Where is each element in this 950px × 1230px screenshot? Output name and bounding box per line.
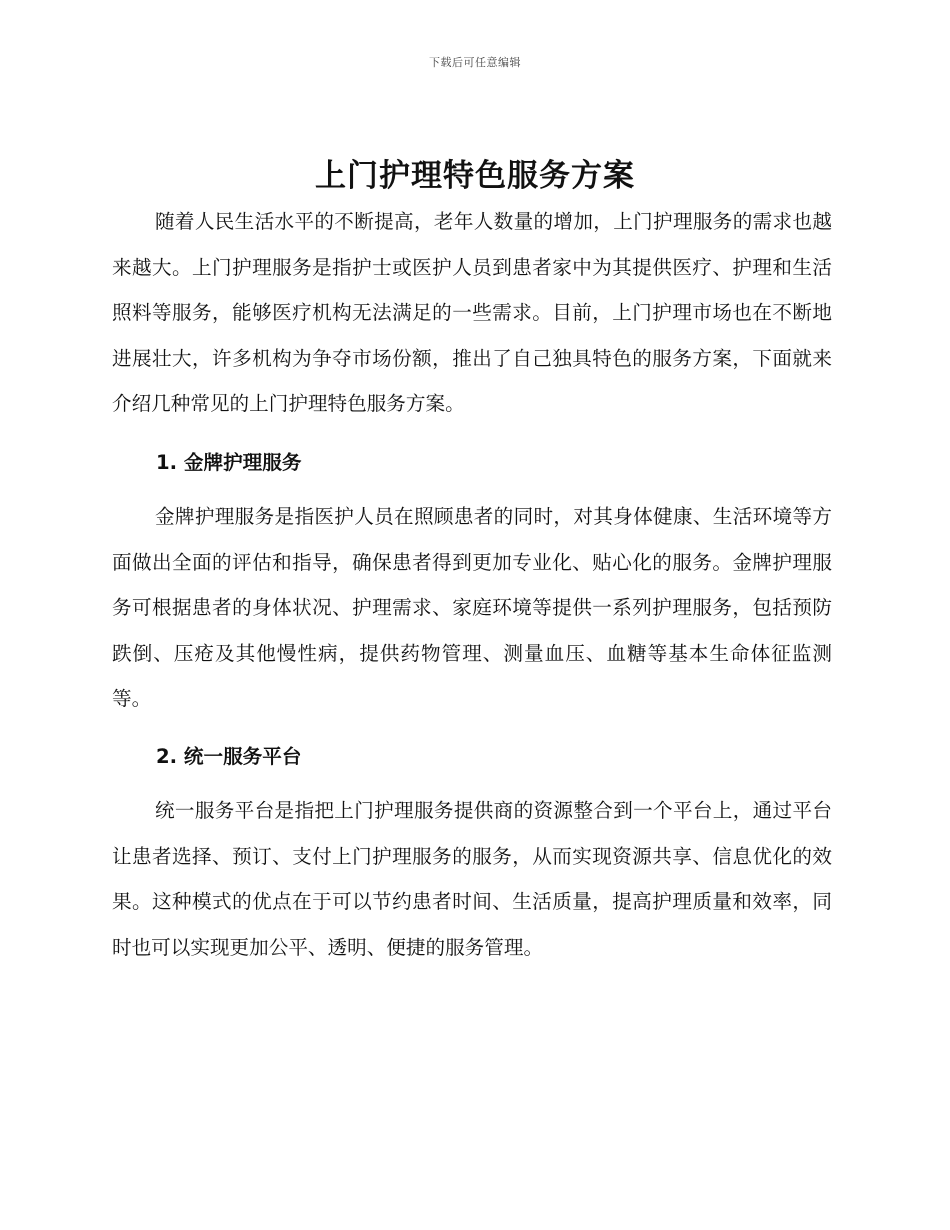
- intro-paragraph: 随着人民生活水平的不断提高，老年人数量的增加，上门护理服务的需求也越来越大。上门护理服务是指护士或医护人员到患者家中为其提供医疗、护理和生活照料等服务，能够医疗机构无法满足的一些需求。目前，上门护理市场也在不断地进展壮大，许多机构为争夺市场份额，推出了自己独具特色的服务方案，下面就来介绍几种常见的上门护理特色服务方案。: [112, 210, 832, 415]
- section-heading-gold-service: 1. 金牌护理服务: [156, 451, 302, 474]
- section-paragraph-gold-service: 金牌护理服务是指医护人员在照顾患者的同时，对其身体健康、生活环境等方面做出全面的评估和指导，确保患者得到更加专业化、贴心化的服务。金牌护理服务可根据患者的身体状况、护理需求、家庭环境等提供一系列护理服务，包括预防跌倒、压疮及其他慢性病，提供药物管理、测量血压、血糖等基本生命体征监测等。: [112, 505, 832, 710]
- section-heading-unified-platform: 2. 统一服务平台: [156, 745, 302, 768]
- section-paragraph-unified-platform: 统一服务平台是指把上门护理服务提供商的资源整合到一个平台上，通过平台让患者选择、预订、支付上门护理服务的服务，从而实现资源共享、信息优化的效果。这种模式的优点在于可以节约患者时间、生活质量，提高护理质量和效率，同时也可以实现更加公平、透明、便捷的服务管理。: [112, 799, 832, 959]
- document-title: 上门护理特色服务方案: [315, 158, 635, 194]
- header-note: 下载后可任意编辑: [429, 56, 521, 69]
